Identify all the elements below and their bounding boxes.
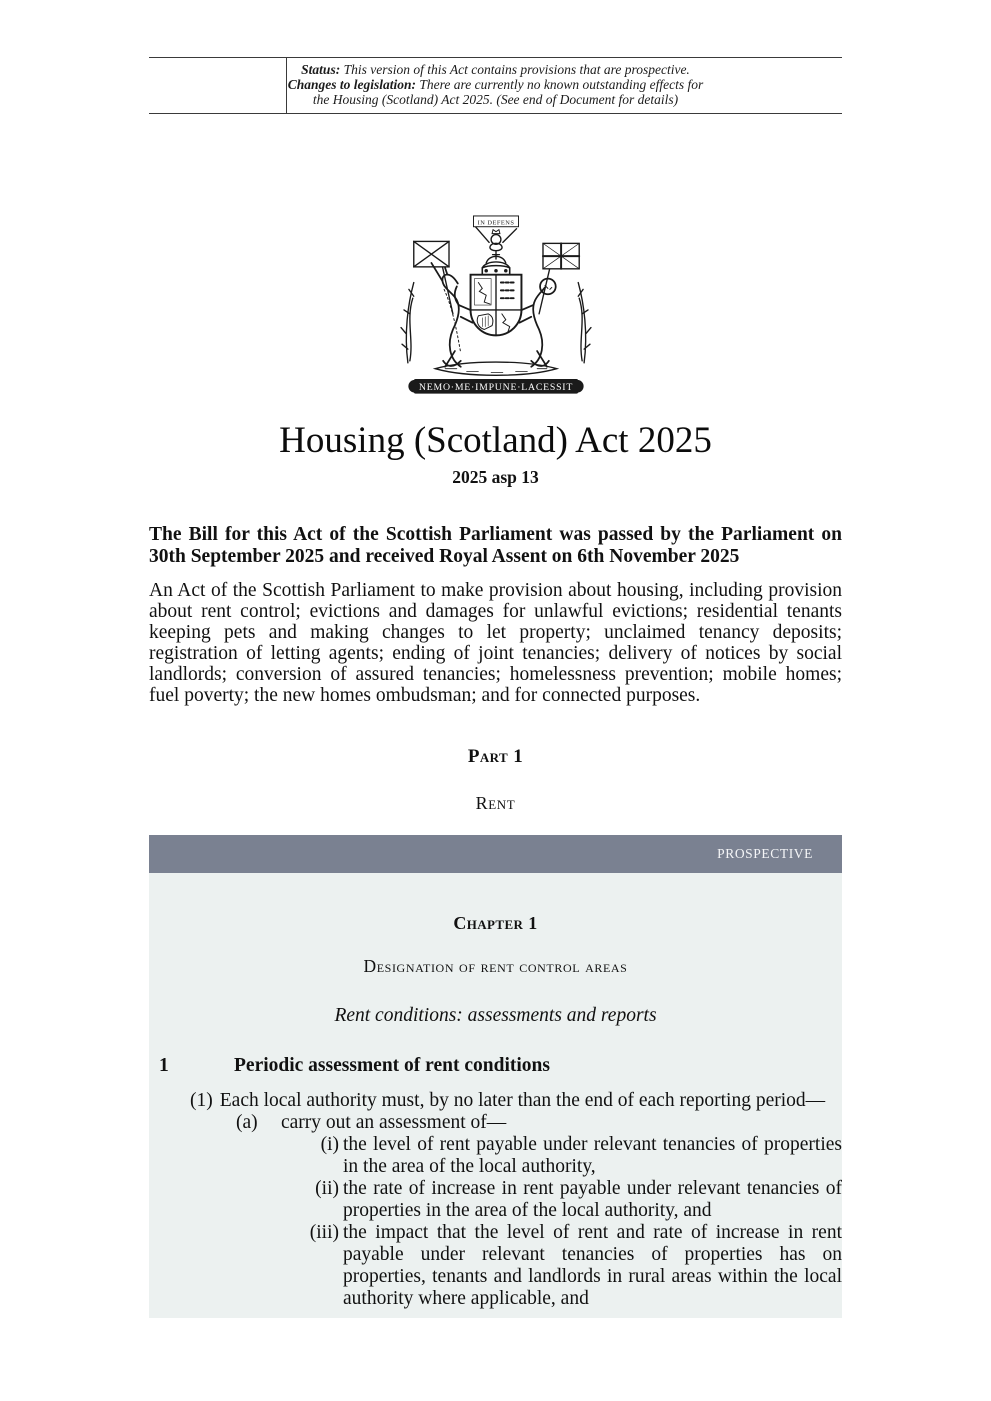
paragraph-a-number: (a) bbox=[236, 1112, 258, 1133]
subparagraph-ii bbox=[149, 1178, 842, 1222]
chapter-label: Chapter 1 bbox=[453, 913, 538, 933]
subparagraph-ii-number: (ii) bbox=[315, 1178, 339, 1199]
subparagraph-iii bbox=[149, 1222, 842, 1310]
subsection-1 bbox=[149, 1090, 842, 1112]
crest-container bbox=[149, 214, 842, 405]
subparagraph-i-number: (i) bbox=[320, 1134, 339, 1155]
paragraph-a bbox=[149, 1112, 842, 1134]
subparagraph-iii-number: (iii) bbox=[309, 1222, 339, 1243]
chapter-heading: Designation of rent control areas bbox=[363, 956, 628, 976]
changes-label: Changes to legislation: bbox=[287, 77, 417, 92]
section-title: Periodic assessment of rent conditions bbox=[234, 1055, 550, 1076]
subsection-text: Each local authority must, by no later than the end of each reporting period— bbox=[219, 1090, 826, 1111]
passage-statement: The Bill for this Act of the Scottish Parliament was passed by the Parliament on 30th September 2025 and received Royal Assent on 6th November 2025 bbox=[149, 524, 842, 567]
changes-text: There are currently no known outstanding effects for the Housing (Scotland) Act 2025. (See end of Document for details) bbox=[312, 77, 704, 107]
section-1-body bbox=[149, 1090, 842, 1310]
prospective-section bbox=[149, 873, 842, 1318]
part-label: Part 1 bbox=[467, 746, 524, 767]
royal-coat-of-arms-icon bbox=[398, 214, 594, 400]
part-heading: Rent bbox=[475, 793, 516, 813]
long-title: An Act of the Scottish Parliament to make provision about housing, including provision about rent control; evictions and damages for unlawful evictions; residential tenants keeping pets and making changes to let property; unclaimed tenancy deposits; registration of letting agents; ending of joint tenancies; delivery of notices by social landlords; conversion of assured tenancies; homelessness prevention; mobile homes; fuel poverty; the new homes ombudsman; and for connected purposes. bbox=[149, 580, 842, 706]
subparagraph-i bbox=[149, 1134, 842, 1178]
section-number: 1 bbox=[159, 1055, 169, 1076]
prospective-banner: PROSPECTIVE bbox=[149, 835, 842, 873]
section-1-heading bbox=[149, 1055, 842, 1077]
crossheading: Rent conditions: assessments and reports bbox=[334, 1005, 657, 1026]
page-content bbox=[149, 57, 842, 1318]
crest-motto: NEMO·ME·IMPUNE·LACESSIT bbox=[418, 382, 573, 394]
paragraph-a-text: carry out an assessment of— bbox=[281, 1112, 507, 1133]
changes-line bbox=[280, 77, 712, 107]
status-line bbox=[149, 62, 842, 77]
subsection-number: (1) bbox=[190, 1090, 213, 1111]
act-title: Housing (Scotland) Act 2025 bbox=[279, 420, 712, 461]
header-divider-rule bbox=[286, 58, 287, 113]
subparagraph-ii-text: the rate of increase in rent payable under relevant tenancies of properties in the area of the local authority, and bbox=[343, 1178, 842, 1221]
asp-number: 2025 asp 13 bbox=[452, 467, 539, 487]
subparagraph-iii-text: the impact that the level of rent and rate of increase in rent payable under relevant tenancies of properties has on properties, tenants and landlords in rural areas within the local authority where applicable, and bbox=[343, 1222, 842, 1309]
status-header bbox=[149, 57, 842, 114]
status-label: Status: bbox=[301, 62, 341, 77]
crest-top-motto: IN DEFENS bbox=[477, 219, 514, 227]
status-text: This version of this Act contains provisions that are prospective. bbox=[343, 62, 690, 77]
subparagraph-i-text: the level of rent payable under relevant tenancies of properties in the area of the local authority, bbox=[343, 1134, 842, 1177]
